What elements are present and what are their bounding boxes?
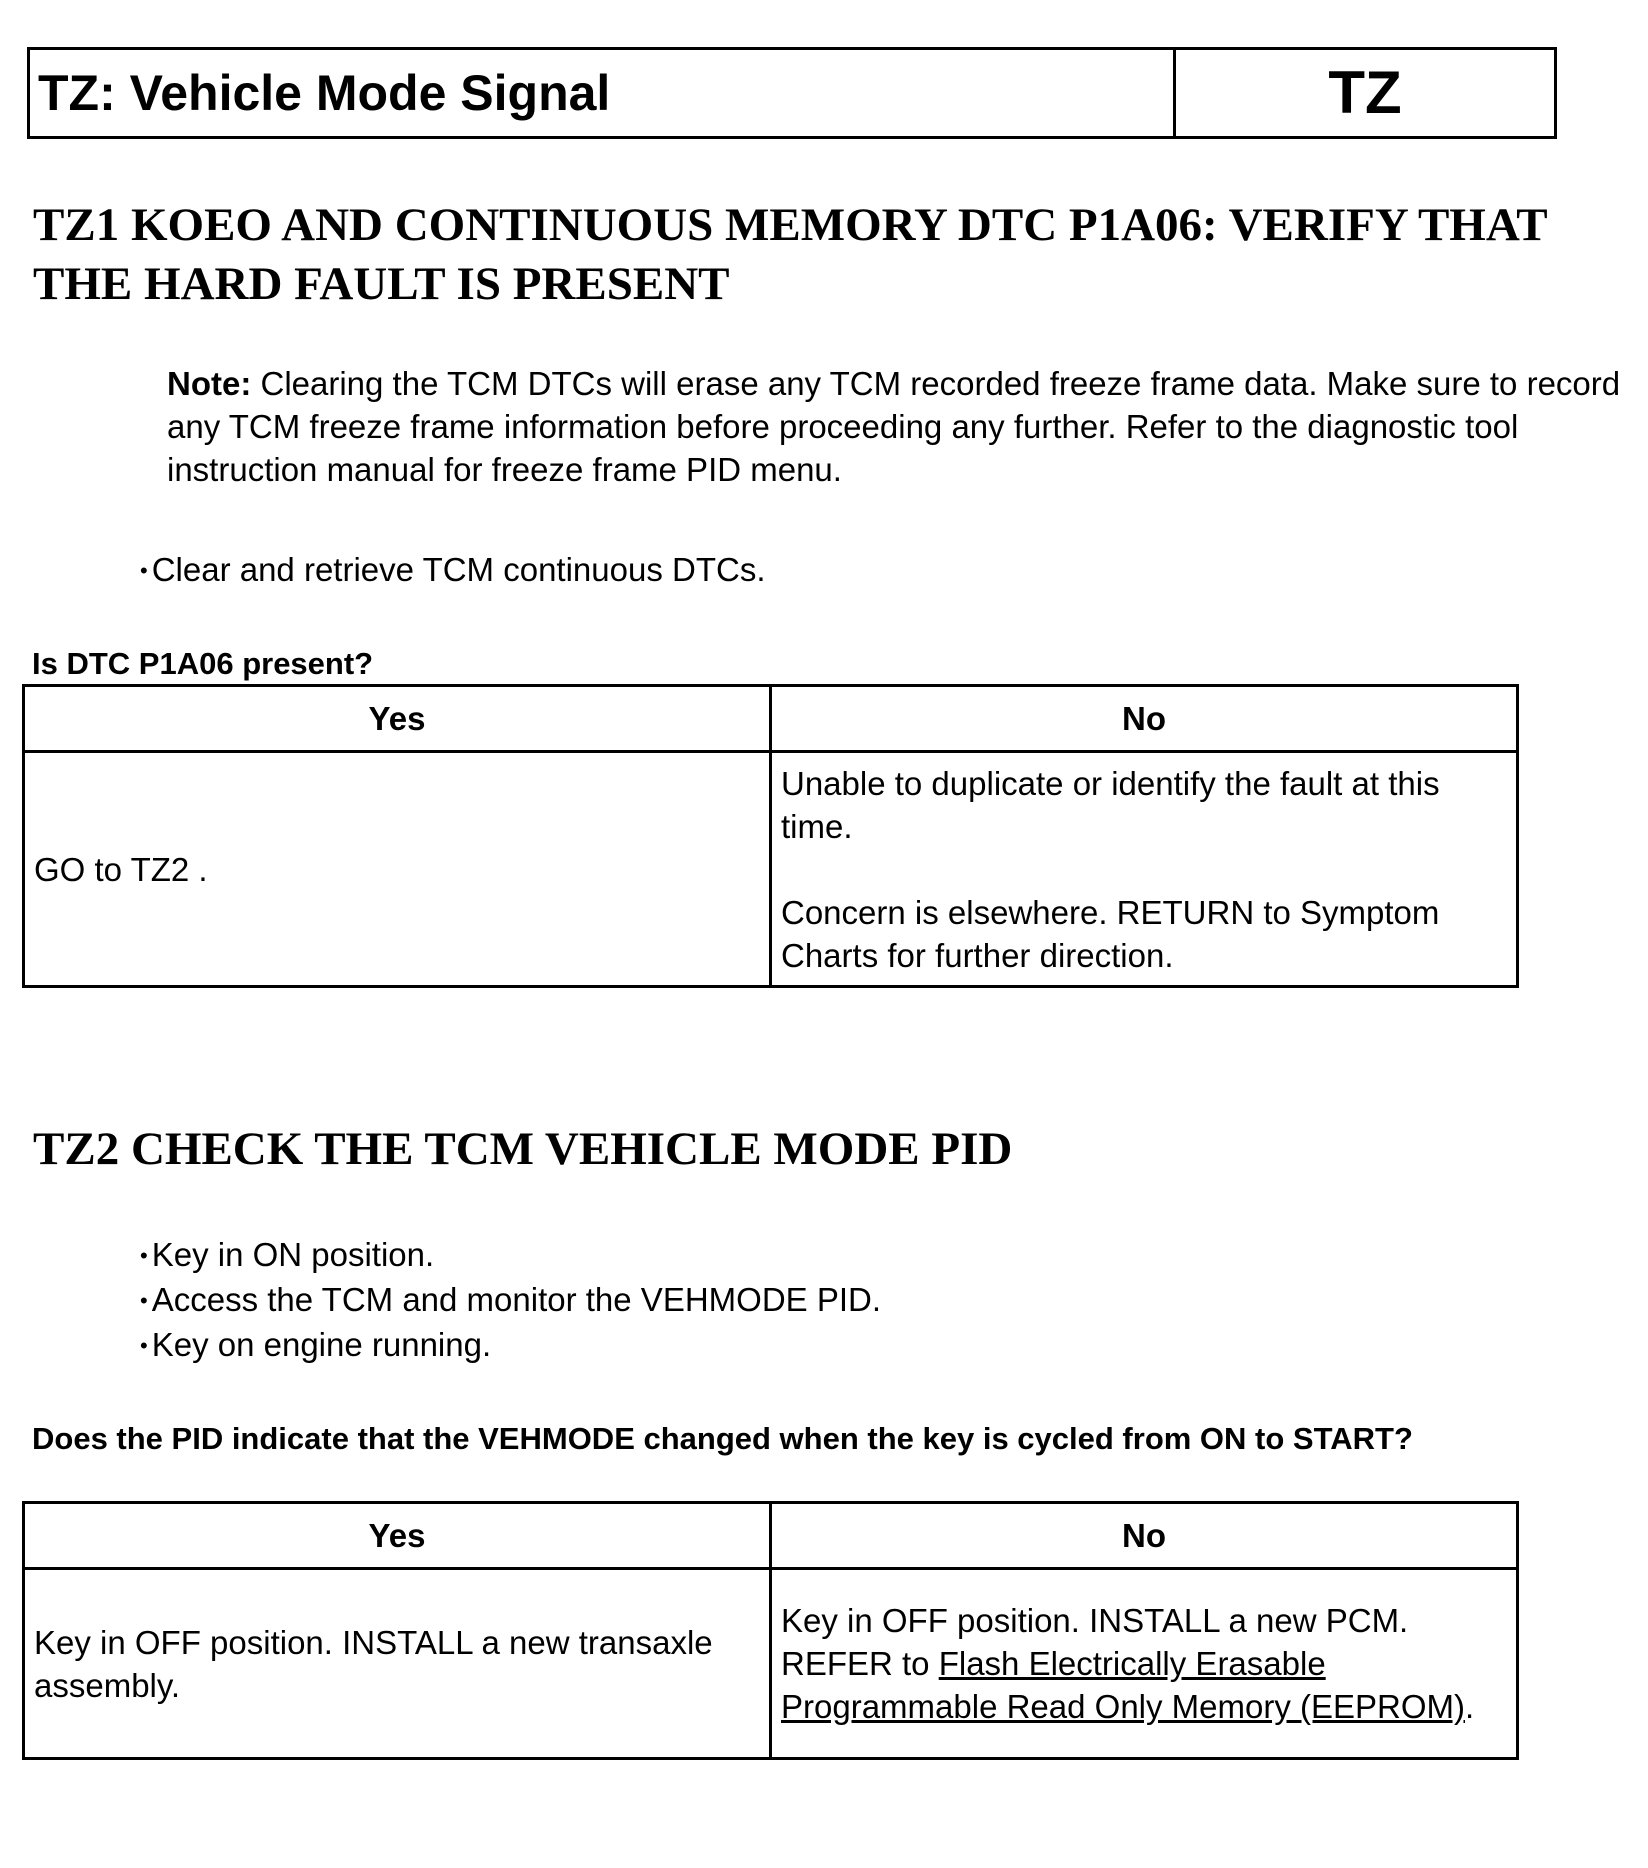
- bullet-item: • Clear and retrieve TCM continuous DTCs.: [140, 548, 766, 593]
- no-cell: [771, 752, 1518, 987]
- no-text-suffix: .: [1465, 1688, 1475, 1725]
- bullet-item: • Key in ON position.: [140, 1233, 881, 1278]
- note-label: Note:: [167, 365, 252, 402]
- no-cell: [771, 1569, 1518, 1759]
- yes-cell: [24, 1569, 771, 1759]
- no-text: Key in OFF position. INSTALL a new PCM. REFER to: [781, 1602, 1409, 1682]
- tz1-bullets: [140, 548, 766, 593]
- tz1-heading: TZ1 KOEO AND CONTINUOUS MEMORY DTC P1A06: VERIFY THAT THE HARD FAULT IS PRESENT: [33, 199, 1547, 310]
- tz2-heading: TZ2 CHECK THE TCM VEHICLE MODE PID: [33, 1123, 1013, 1175]
- yes-text: Key in OFF position. INSTALL a new transaxle assembly.: [34, 1623, 713, 1704]
- note-text: Clearing the TCM DTCs will erase any TCM recorded freeze frame data. Make sure to record any TCM freeze frame information before proceeding any further. Refer to the diagnostic tool instruction manual for freeze frame PID menu.: [167, 365, 1621, 488]
- yes-header: Yes: [24, 686, 771, 752]
- no-header: No: [771, 1503, 1518, 1569]
- tz1-question: Is DTC P1A06 present?: [32, 646, 374, 681]
- yes-cell: [24, 752, 771, 987]
- bullet-item: • Access the TCM and monitor the VEHMODE PID.: [140, 1278, 881, 1323]
- section-header: [27, 47, 1557, 139]
- section-title: TZ: Vehicle Mode Signal: [30, 50, 1176, 136]
- eeprom-link[interactable]: Flash Electrically Erasable Programmable Read Only Memory (EEPROM): [781, 1645, 1466, 1725]
- bullet-item: • Key on engine running.: [140, 1323, 881, 1368]
- yes-text: GO to TZ2 .: [34, 850, 208, 888]
- tz1-result-table: [22, 684, 1519, 988]
- tz1-note: [167, 362, 1637, 491]
- tz2-question: Does the PID indicate that the VEHMODE changed when the key is cycled from ON to START?: [32, 1421, 1413, 1456]
- tz2-bullets: [140, 1233, 881, 1368]
- no-text-1: Unable to duplicate or identify the fault at this time.: [781, 764, 1440, 845]
- no-header: No: [771, 686, 1518, 752]
- tz2-result-table: [22, 1501, 1519, 1760]
- section-code: TZ: [1328, 59, 1402, 126]
- no-text-2: Concern is elsewhere. RETURN to Symptom Charts for further direction.: [781, 893, 1440, 974]
- yes-header: Yes: [24, 1503, 771, 1569]
